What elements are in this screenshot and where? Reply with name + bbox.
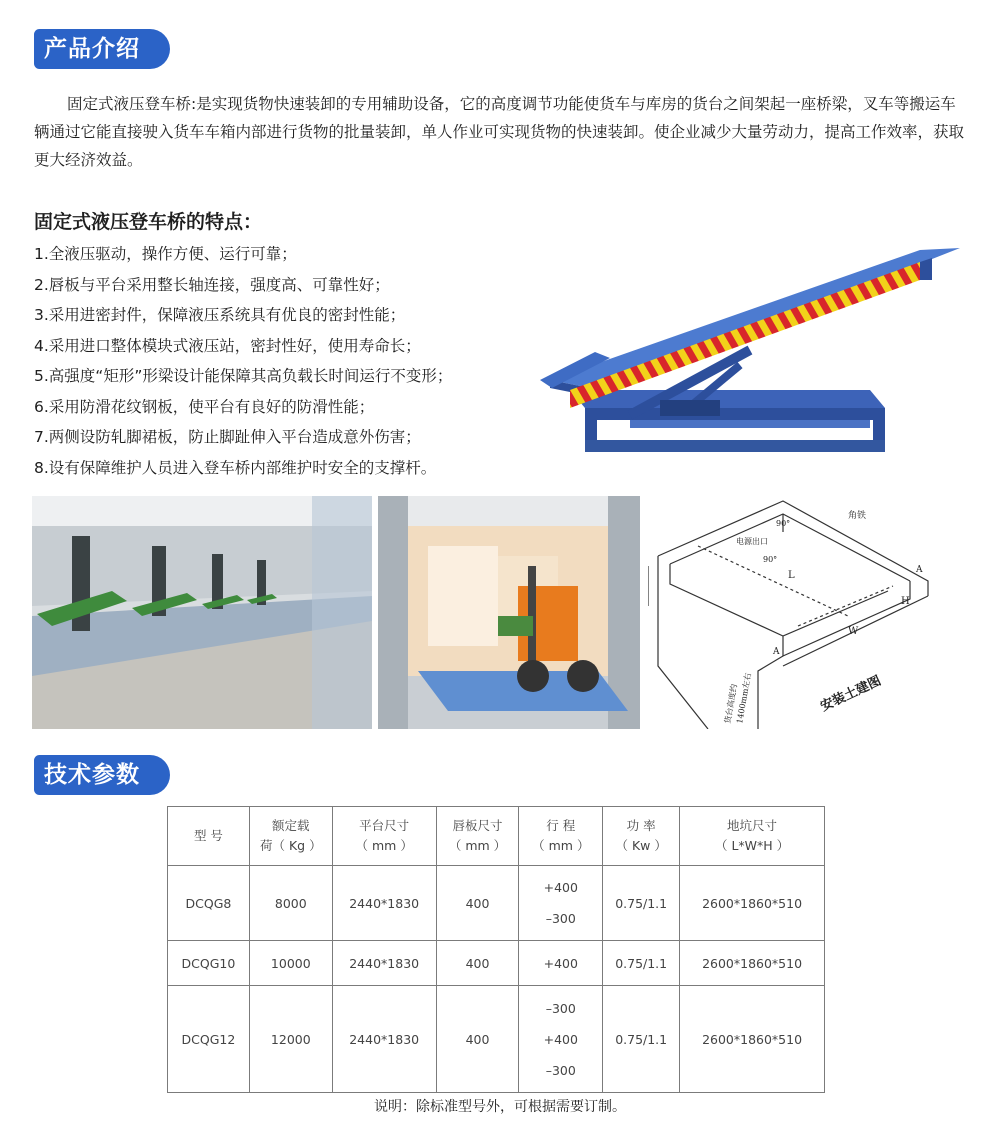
dock-leveler-product-image	[540, 240, 965, 460]
cell-power: 0.75/1.1	[603, 941, 680, 986]
cell-stroke: +400	[519, 941, 603, 986]
cell-pit: 2600*1860*510	[680, 866, 825, 941]
side-note-line2: 1400mm左右	[735, 672, 753, 725]
cell-stroke: –300 +400 –300	[519, 986, 603, 1093]
label-a-left: A	[773, 647, 780, 657]
feature-item: 7.两侧设防轧脚裙板，防止脚趾伸入平台造成意外伤害；	[34, 428, 421, 446]
intro-paragraph: 固定式液压登车桥:是实现货物快速装卸的专用辅助设备，它的高度调节功能使货车与库房的货台之间架起一座桥梁，叉车等搬运车辆通过它能直接驶入货车车箱内部进行货物的批量装卸，单人作业可实现货物的快速装卸。使企业减少大量劳动力，提高工作效率，获取更大经济效益。	[34, 95, 965, 169]
cell-model: DCQG10	[168, 941, 250, 986]
warehouse-docks-photo	[32, 496, 372, 729]
diagram-caption: 安装土建图	[818, 673, 884, 715]
section-heading-specs: 技术参数	[34, 755, 170, 795]
cell-lip: 400	[436, 986, 519, 1093]
label-angle-iron: 角铁	[848, 511, 867, 521]
feature-item: 5.高强度“矩形”形梁设计能保障其高负载长时间运行不变形；	[34, 367, 453, 385]
header-stroke: 行 程 （ mm ）	[519, 807, 603, 866]
spec-table	[167, 806, 825, 1093]
table-row	[168, 941, 825, 986]
cell-power: 0.75/1.1	[603, 986, 680, 1093]
header-platform: 平台尺寸 （ mm ）	[332, 807, 436, 866]
cell-platform: 2440*1830	[332, 941, 436, 986]
label-dim-l: L	[788, 570, 795, 581]
cell-stroke: +400 –300	[519, 866, 603, 941]
forklift-loading-photo	[378, 496, 640, 729]
feature-item: 4.采用进口整体模块式液压站，密封性好，使用寿命长；	[34, 336, 421, 355]
cell-pit: 2600*1860*510	[680, 941, 825, 986]
label-dim-h: H	[901, 596, 910, 607]
cell-lip: 400	[436, 866, 519, 941]
cell-pit: 2600*1860*510	[680, 986, 825, 1093]
label-angle-2: 90°	[763, 555, 778, 564]
side-note-line1: 货台高度约	[723, 683, 739, 725]
feature-item: 8.设有保障维护人员进入登车桥内部维护时安全的支撑杆。	[34, 458, 437, 477]
label-dim-w: W	[848, 626, 859, 637]
cell-model: DCQG8	[168, 866, 250, 941]
section-heading-intro: 产品介绍	[34, 29, 170, 69]
label-angle-1: 90°	[776, 519, 791, 528]
installation-diagram	[648, 496, 948, 729]
feature-item: 1.全液压驱动，操作方便、运行可靠；	[34, 245, 297, 263]
table-header-row	[168, 807, 825, 866]
cell-load: 10000	[249, 941, 332, 986]
cell-platform: 2440*1830	[332, 986, 436, 1093]
feature-item: 2.唇板与平台采用整长轴连接，强度高、可靠性好；	[34, 275, 390, 294]
feature-item: 6.采用防滑花纹钢板，使平台有良好的防滑性能；	[34, 397, 375, 416]
features-list	[34, 239, 452, 483]
table-row	[168, 986, 825, 1093]
label-power-outlet: 电源出口	[736, 537, 768, 546]
cell-platform: 2440*1830	[332, 866, 436, 941]
header-model: 型 号	[168, 807, 250, 866]
cell-power: 0.75/1.1	[603, 866, 680, 941]
features-title: 固定式液压登车桥的特点：	[34, 211, 263, 233]
table-row	[168, 866, 825, 941]
table-note: 说明：除标准型号外，可根据需要订制。	[374, 1099, 626, 1115]
cell-lip: 400	[436, 941, 519, 986]
header-lip: 唇板尺寸 （ mm ）	[436, 807, 519, 866]
header-load: 额定载 荷（ Kg ）	[249, 807, 332, 866]
label-a-right: A	[916, 565, 923, 575]
header-power: 功 率 （ Kw ）	[603, 807, 680, 866]
cell-load: 12000	[249, 986, 332, 1093]
header-pit: 地坑尺寸 （ L*W*H ）	[680, 807, 825, 866]
cell-model: DCQG12	[168, 986, 250, 1093]
feature-item: 3.采用进密封件，保障液压系统具有优良的密封性能；	[34, 306, 406, 324]
cell-load: 8000	[249, 866, 332, 941]
